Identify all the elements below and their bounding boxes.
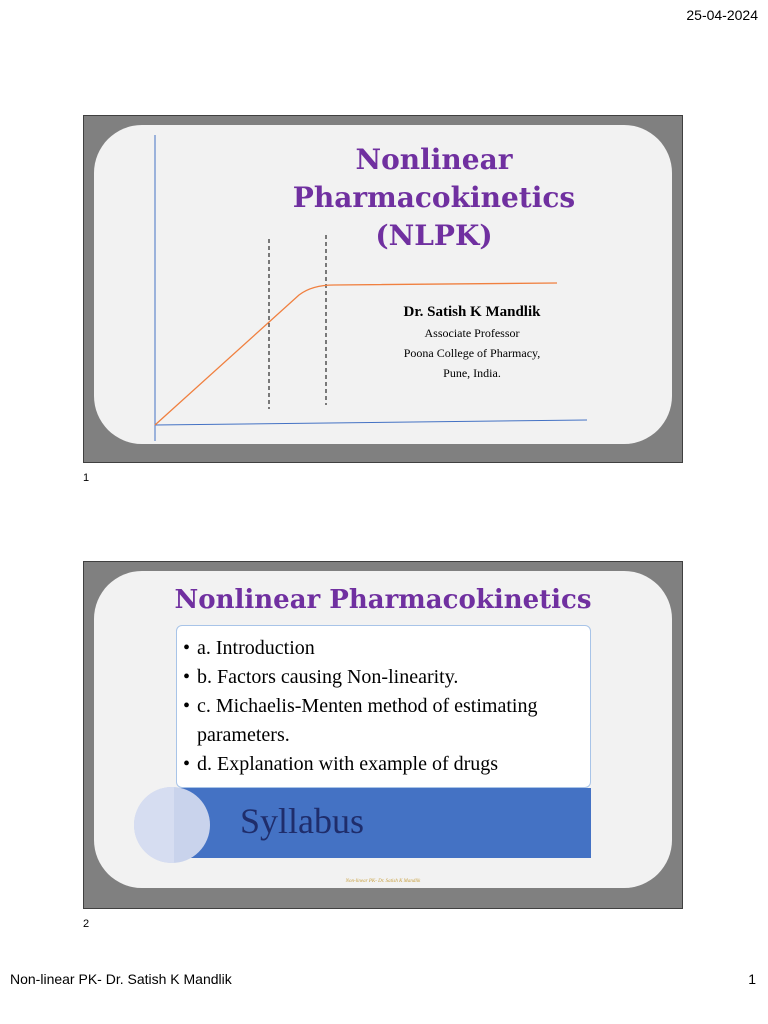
syllabus-list <box>177 626 590 779</box>
page-footer-title: Non-linear PK- Dr. Satish K Mandlik <box>10 971 232 987</box>
author-title: Associate Professor <box>424 326 520 340</box>
syllabus-label: Syllabus <box>240 801 365 841</box>
syllabus-item: • b. Factors causing Non-linearity. <box>183 663 590 692</box>
slide-2-title: Nonlinear Pharmacokinetics <box>174 585 592 615</box>
slide-1-title <box>284 141 584 255</box>
slide-number-1: 1 <box>83 472 90 484</box>
title-line: Nonlinear <box>355 143 513 176</box>
slide-number-2: 2 <box>83 918 90 930</box>
author-affiliation: Poona College of Pharmacy, <box>403 346 541 360</box>
author-location: Pune, India. <box>443 366 501 380</box>
slide-1 <box>83 115 683 463</box>
syllabus-item: • c. Michaelis-Menten method of estimating parameters. <box>183 692 590 750</box>
slide-2-card <box>94 571 672 888</box>
slide-1-card <box>94 125 672 444</box>
author-name: Dr. Satish K Mandlik <box>403 304 541 320</box>
syllabus-item: • a. Introduction <box>183 634 590 663</box>
x-axis-line <box>155 420 587 425</box>
author-block <box>362 301 582 383</box>
syllabus-item: • d. Explanation with example of drugs <box>183 750 590 779</box>
slide-2-footer: Non-linear PK- Dr. Satish K Mandlik <box>345 879 421 884</box>
title-line: Pharmacokinetics <box>292 181 576 214</box>
syllabus-band <box>176 788 591 858</box>
page-number: 1 <box>748 971 756 987</box>
syllabus-content-box <box>176 625 591 788</box>
slide-2 <box>83 561 683 909</box>
decorative-circle-icon <box>134 787 210 863</box>
page-date: 25-04-2024 <box>686 7 758 23</box>
title-line: (NLPK) <box>375 219 493 252</box>
